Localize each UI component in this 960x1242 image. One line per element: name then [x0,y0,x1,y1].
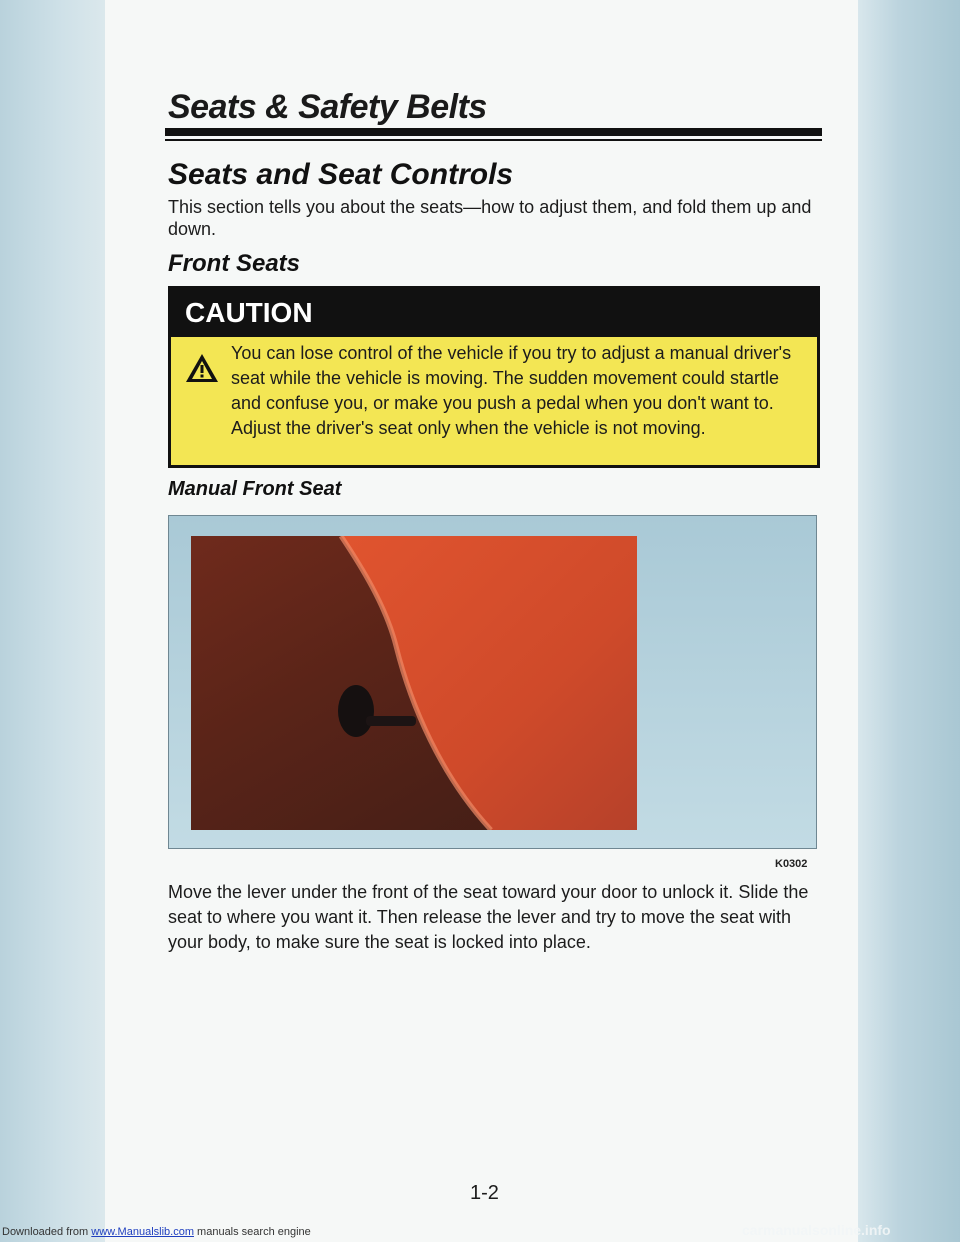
page-margin-left [0,0,105,1242]
figure-id: K0302 [775,858,808,870]
seat-photo [191,536,637,830]
download-footer [2,1226,311,1238]
seat-illustration [191,536,637,830]
caution-label: CAUTION [171,289,817,337]
page-margin-right [858,0,960,1242]
footer-prefix: Downloaded from [2,1226,89,1238]
caution-text: You can lose control of the vehicle if you try to adjust a manual driver's seat while the vehicle is moving. The sudden movement could startle and confuse you, or make you push a pedal when you don't want to. Adjust the driver's seat only when the vehicle is not moving. [231,343,792,438]
body-instructions: Move the lever under the front of the seat toward your door to unlock it. Slide the seat to where you want it. Then release the lever and try to move the seat with your body, to make sure the seat is locked into place. [168,882,809,952]
section-intro: This section tells you about the seats—how to adjust them, and fold them up and down. [168,197,812,239]
caution-box [168,286,820,468]
section-title: Seats and Seat Controls [168,158,514,191]
title-rule-thick [165,128,822,136]
page-number: 1-2 [470,1182,499,1204]
footer-link[interactable]: www.Manualslib.com [91,1226,194,1238]
warning-triangle-icon [185,353,219,383]
watermark: carmanualsonline.info [742,1222,891,1238]
title-rule-thin [165,139,822,141]
chapter-title: Seats & Safety Belts [168,88,487,126]
footer-suffix: manuals search engine [197,1226,311,1238]
seat-photo-figure [168,515,817,849]
figure-heading: Manual Front Seat [168,478,342,500]
subsection-title: Front Seats [168,250,301,277]
